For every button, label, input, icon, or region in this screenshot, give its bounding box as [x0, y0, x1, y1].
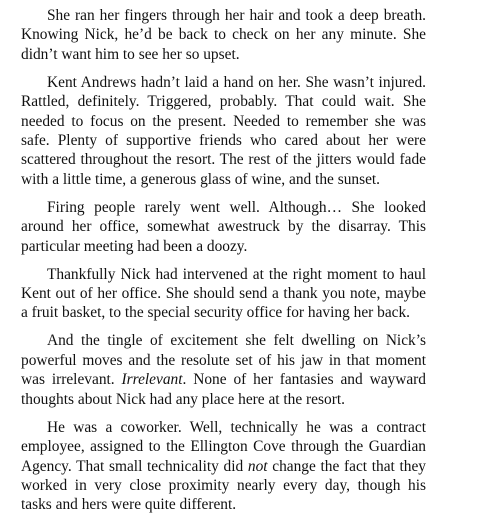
- paragraph-5-italic-word: Irrelevant: [121, 371, 183, 389]
- paragraph-6: [21, 418, 426, 515]
- paragraph-1-text: She ran her fingers through her hair and took a deep breath. Knowing Nick, he’d be back to check on her any minute. She didn’t want him to see her so upset.: [21, 7, 426, 63]
- paragraph-5-text-a: And the tingle of excitement she felt dwelling on Nick’s powerful moves and the resolute set of his jaw in that moment was irrelevant.: [21, 332, 426, 389]
- paragraph-3: [21, 198, 426, 256]
- paragraph-2: [21, 73, 426, 189]
- paragraph-4-text: Thankfully Nick had intervened at the right moment to haul Kent out of her office. She should send a thank you note, maybe a fruit basket, to the special security office for having her back.: [21, 265, 426, 322]
- paragraph-3-text: Firing people rarely went well. Although… She looked around her office, somewhat awestruck by the disarray. This particular meeting had been a doozy.: [21, 198, 426, 255]
- paragraph-6-text-b: change the fact that they worked in very close proximity nearly every day, though his tasks and hers were quite different.: [21, 457, 426, 514]
- paragraph-1: [21, 6, 426, 64]
- paragraph-4: [21, 265, 426, 323]
- paragraph-6-italic-word: not: [247, 457, 268, 475]
- paragraph-6-text-a: He was a coworker. Well, technically he was a contract employee, assigned to the Ellington Cove through the Guardian Agency. That small technicality did: [21, 418, 426, 475]
- paragraph-5-text-b: . None of her fantasies and wayward thoughts about Nick had any place here at the resort.: [21, 371, 426, 408]
- document-page: [21, 6, 426, 523]
- paragraph-2-text: Kent Andrews hadn’t laid a hand on her. She wasn’t injured. Rattled, definitely. Triggered, probably. That could wait. She needed to focus on the present. Needed to remember she was safe. Plenty of supportive friends who cared about her were scattered throughout the resort. The rest of the jitters would fade with a little time, a generous glass of wine, and the sunset.: [21, 73, 426, 188]
- paragraph-5: [21, 331, 426, 409]
